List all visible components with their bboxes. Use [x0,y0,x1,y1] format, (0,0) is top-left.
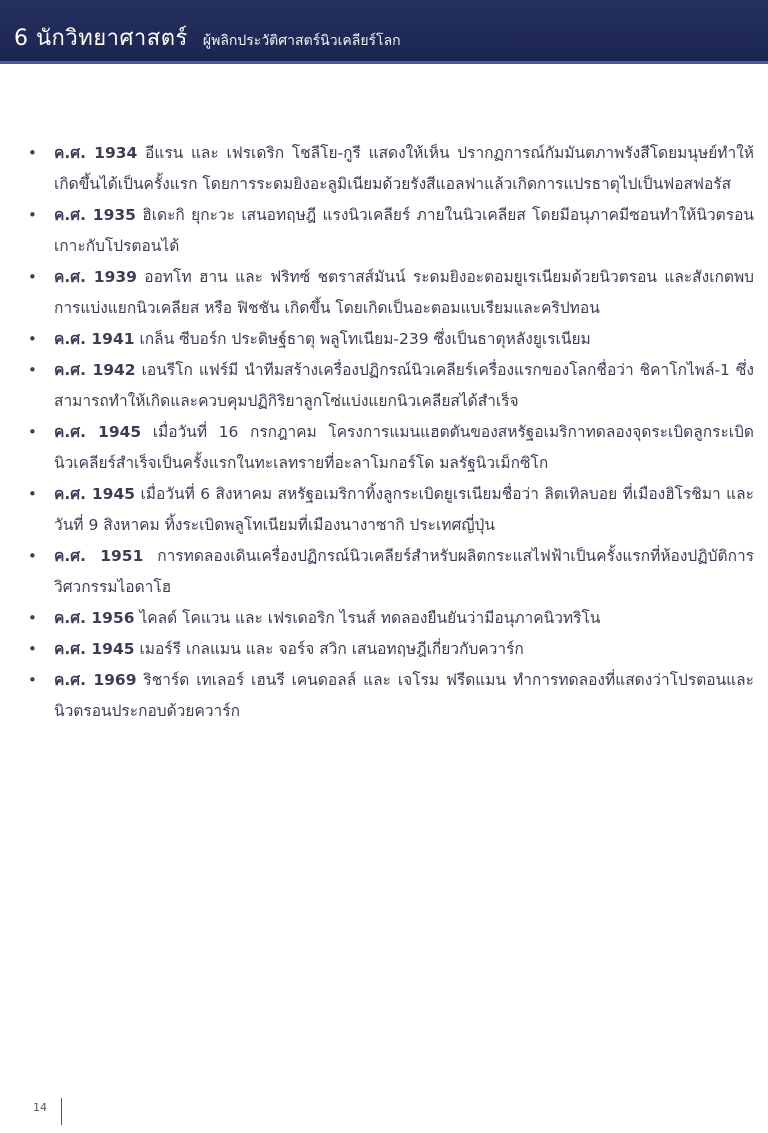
timeline-text: ออทโท ฮาน และ ฟริทซ์ ชตราสส์มันน์ ระดมยิงอะตอมยูเรเนียมด้วยนิวตรอน และสังเกตพบ การแบ่งแยกนิวเคลียส หรือ ฟิชชัน เกิดขึ้น โดยเกิดเป็นอะตอมแบเรียมและคริปทอน [54,268,755,317]
chapter-title: 6 นักวิทยาศาสตร์ [14,26,188,51]
timeline-year: ค.ศ. 1945 [54,485,136,503]
timeline-text: เอนรีโก แฟร์มี นำทีมสร้างเครื่องปฏิกรณ์นิวเคลียร์เครื่องแรกของโลกชื่อว่า ชิคาโกไพล์-1 ซึ่งสามารถทำให้เกิดและควบคุมปฏิกิริยาลูกโซ่แบ่งแยกนิวเคลียสได้สำเร็จ [54,361,754,410]
timeline-item [24,541,754,603]
chapter-header [0,0,768,64]
bullet-icon: • [28,640,37,658]
header-text [14,20,401,55]
timeline-text: การทดลองเดินเครื่องปฏิกรณ์นิวเคลียร์สำหรับผลิตกระแสไฟฟ้าเป็นครั้งแรกที่ห้องปฏิบัติการวิศวกรรมไอดาโฮ [54,547,754,596]
timeline-year: ค.ศ. 1934 [54,144,138,162]
timeline-text: ฮิเดะกิ ยุกะวะ เสนอทฤษฎี แรงนิวเคลียร์ ภายในนิวเคลียส โดยมีอนุภาคมีซอนทำให้นิวตรอนเกาะกับโปรตอนได้ [54,206,754,255]
timeline-text: ไคลด์ โคแวน และ เฟรเดอริก ไรนส์ ทดลองยืนยันว่ามีอนุภาคนิวทริโน [139,609,601,627]
timeline-year: ค.ศ. 1939 [54,268,137,286]
footer-divider [61,1098,62,1125]
page-content [24,138,754,727]
timeline-year: ค.ศ. 1941 [54,330,135,348]
timeline-item [24,262,754,324]
timeline-item [24,324,754,355]
bullet-icon: • [28,671,37,689]
timeline-item [24,417,754,479]
timeline-year: ค.ศ. 1945 [54,640,135,658]
timeline-list [24,138,754,727]
timeline-text: ริชาร์ด เทเลอร์ เฮนรี เคนดอลล์ และ เจโรม ฟรีดแมน ทำการทดลองที่แสดงว่าโปรตอนและนิวตรอนประกอบด้วยควาร์ก [54,671,754,720]
page-number: 14 [33,1101,47,1114]
timeline-year: ค.ศ. 1951 [54,547,144,565]
bullet-icon: • [28,423,37,441]
timeline-item [24,603,754,634]
timeline-item [24,200,754,262]
timeline-year: ค.ศ. 1945 [54,423,142,441]
timeline-year: ค.ศ. 1935 [54,206,136,224]
timeline-item [24,479,754,541]
timeline-item [24,634,754,665]
bullet-icon: • [28,609,37,627]
timeline-text: เมอร์รี เกลแมน และ จอร์จ สวิก เสนอทฤษฎีเกี่ยวกับควาร์ก [139,640,524,658]
bullet-icon: • [28,485,37,503]
timeline-item [24,665,754,727]
bullet-icon: • [28,268,37,286]
bullet-icon: • [28,144,37,162]
timeline-text: อีแรน และ เฟรเดริก โชลีโย-กูรี แสดงให้เห็น ปรากฏการณ์กัมมันตภาพรังสีโดยมนุษย์ทำให้เกิดขึ้นได้เป็นครั้งแรก โดยการระดมยิงอะลูมิเนียมด้วยรังสีแอลฟาแล้วเกิดการแปรธาตุไปเป็นฟอสฟอรัส [54,144,754,193]
header-stripe [0,61,768,64]
timeline-text: เมื่อวันที่ 16 กรกฎาคม โครงการแมนแฮตตันของสหรัฐอเมริกาทดลองจุดระเบิดลูกระเบิดนิวเคลียร์สำเร็จเป็นครั้งแรกในทะเลทรายที่อะลาโมกอร์โด มลรัฐนิวเม็กซิโก [54,423,754,472]
timeline-item [24,355,754,417]
bullet-icon: • [28,361,37,379]
bullet-icon: • [28,547,37,565]
bullet-icon: • [28,206,37,224]
timeline-item [24,138,754,200]
timeline-year: ค.ศ. 1956 [54,609,135,627]
timeline-year: ค.ศ. 1942 [54,361,136,379]
chapter-subtitle: ผู้พลิกประวัติศาสตร์นิวเคลียร์โลก [202,33,401,49]
timeline-text: เกล็น ซีบอร์ก ประดิษฐ์ธาตุ พลูโทเนียม-239 ซึ่งเป็นธาตุหลังยูเรเนียม [139,330,591,348]
timeline-year: ค.ศ. 1969 [54,671,137,689]
timeline-text: เมื่อวันที่ 6 สิงหาคม สหรัฐอเมริกาทิ้งลูกระเบิดยูเรเนียมชื่อว่า ลิตเทิลบอย ที่เมืองฮิโรชิมา และวันที่ 9 สิงหาคม ทิ้งระเบิดพลูโทเนียมที่เมืองนางาซากิ ประเทศญี่ปุ่น [54,485,754,534]
bullet-icon: • [28,330,37,348]
